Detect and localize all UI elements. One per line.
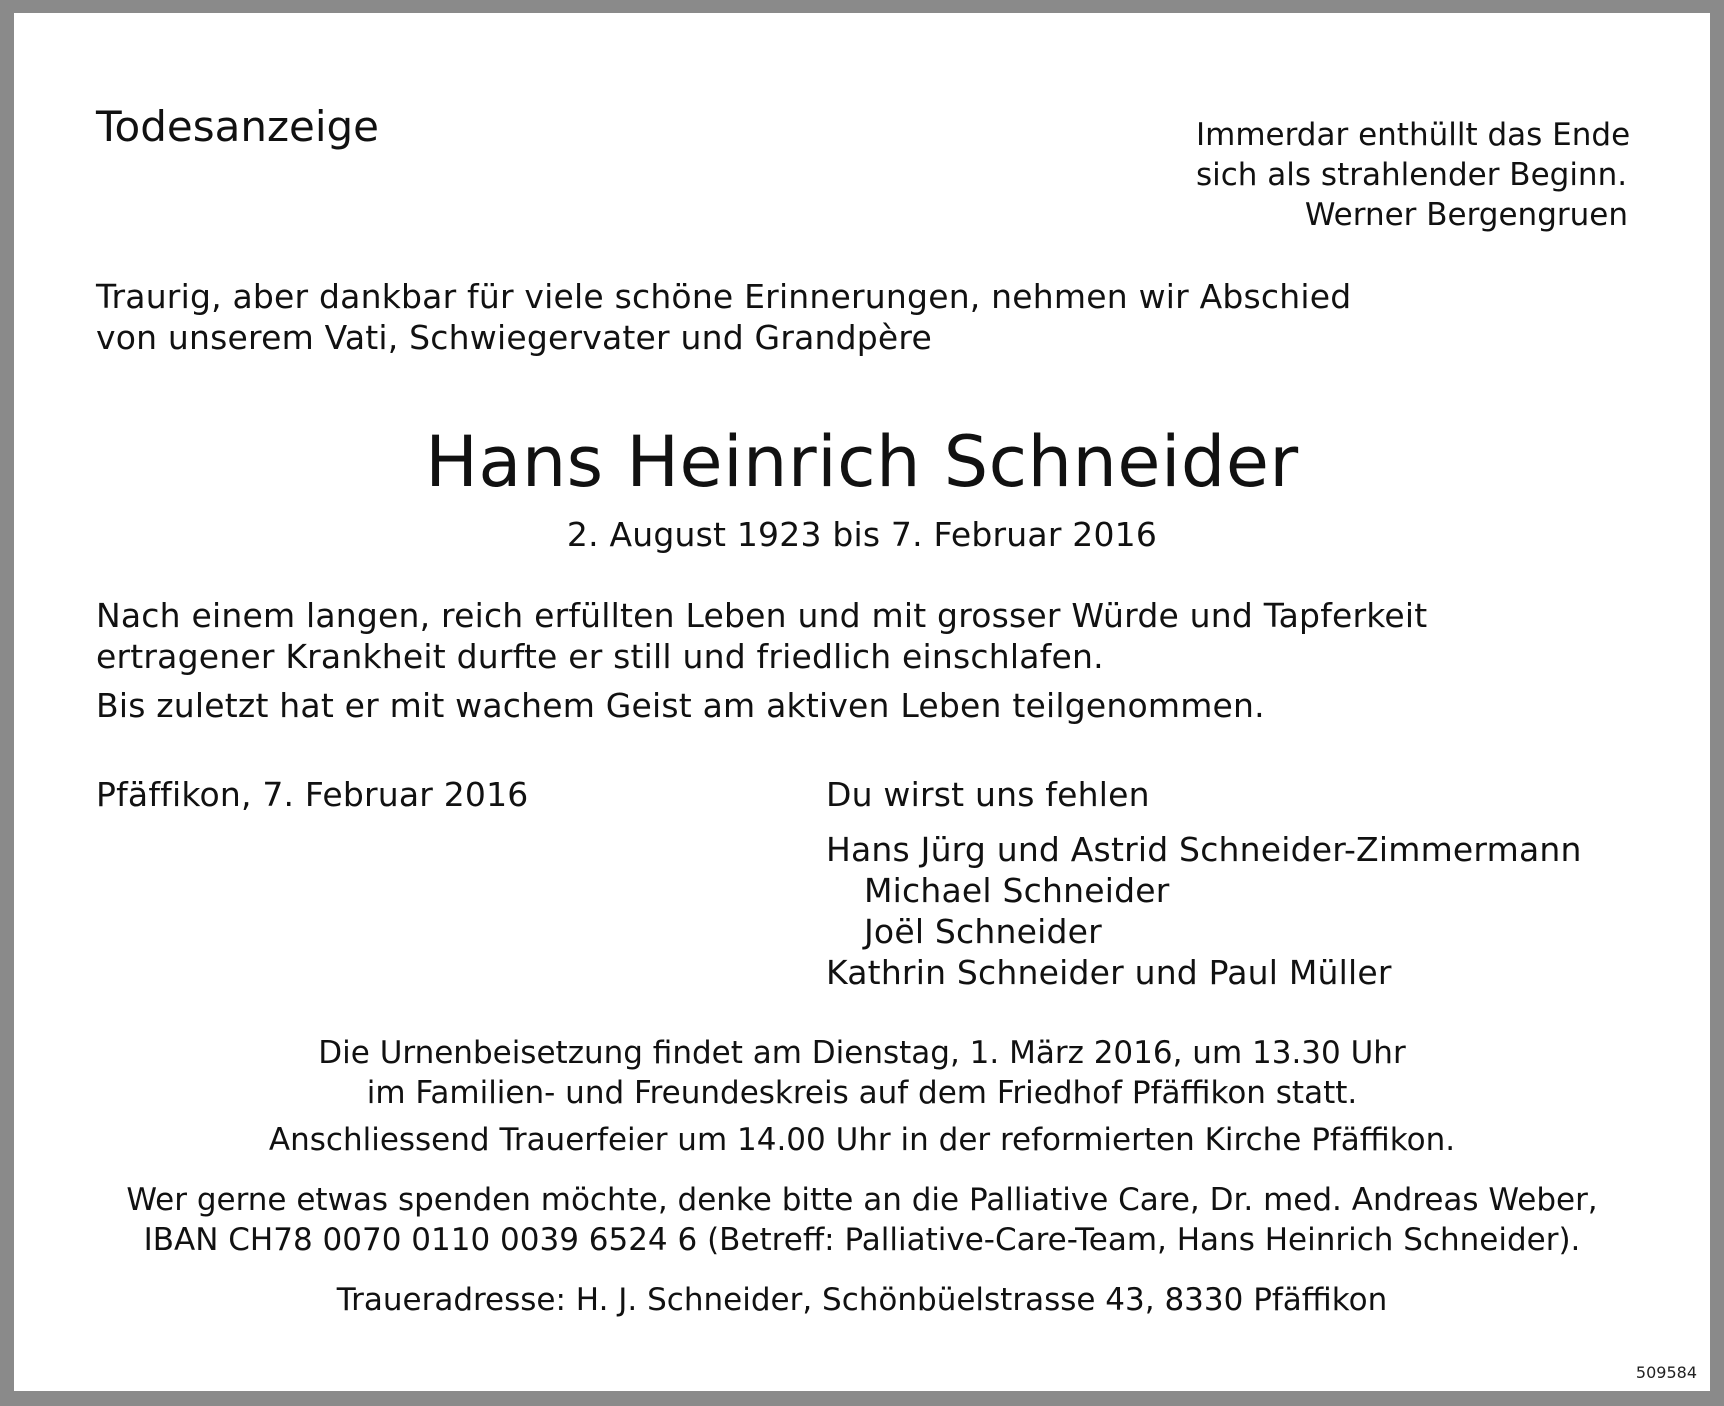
- epigraph-line-1: Immerdar enthüllt das Ende: [1196, 117, 1631, 153]
- place-date: Pfäffikon, 7. Februar 2016: [96, 775, 529, 814]
- ceremony-info: [0, 1033, 1724, 1160]
- life-dates: 2. August 1923 bis 7. Februar 2016: [566, 515, 1158, 554]
- intro-text: [96, 276, 1351, 358]
- donation-line-2: IBAN CH78 0070 0110 0039 6524 6 (Betreff: Palliative-Care-Team, Hans Heinrich Schneider).: [143, 1222, 1581, 1258]
- page-title: Todesanzeige: [96, 102, 380, 151]
- body-text: [96, 595, 1427, 726]
- mourner-name: Kathrin Schneider und Paul Müller: [826, 953, 1392, 992]
- ceremony-line-3: Anschliessend Trauerfeier um 14.00 Uhr in der reformierten Kirche Pfäffikon.: [268, 1122, 1456, 1158]
- mourning-address: Traueradresse: H. J. Schneider, Schönbüelstrasse 43, 8330 Pfäffikon: [336, 1282, 1388, 1318]
- donation-line-1: Wer gerne etwas spenden möchte, denke bitte an die Palliative Care, Dr. med. Andreas Weber,: [126, 1182, 1598, 1218]
- intro-line-1: Traurig, aber dankbar für viele schöne Erinnerungen, nehmen wir Abschied: [96, 277, 1352, 316]
- epigraph-line-2: sich als strahlender Beginn.: [1196, 157, 1628, 193]
- epigraph: [1196, 115, 1630, 235]
- ceremony-line-1: Die Urnenbeisetzung findet am Dienstag, 1. März 2016, um 13.30 Uhr: [318, 1035, 1406, 1071]
- body-line-3: Bis zuletzt hat er mit wachem Geist am aktiven Leben teilgenommen.: [96, 686, 1265, 725]
- ad-number: 509584: [1635, 1363, 1697, 1382]
- mourner-name: Michael Schneider: [864, 871, 1170, 910]
- deceased-name: Hans Heinrich Schneider: [425, 421, 1299, 503]
- donation-info: [0, 1180, 1724, 1260]
- mourner-name: Joël Schneider: [864, 912, 1102, 951]
- intro-line-2: von unserem Vati, Schwiegervater und Grandpère: [96, 318, 932, 357]
- mourners-intro: Du wirst uns fehlen: [826, 775, 1150, 814]
- mourners: [826, 774, 1582, 993]
- epigraph-author: Werner Bergengruen: [1304, 197, 1628, 233]
- body-line-1: Nach einem langen, reich erfüllten Leben und mit grosser Würde und Tapferkeit: [96, 596, 1428, 635]
- mourner-name: Hans Jürg und Astrid Schneider-Zimmermann: [826, 830, 1582, 869]
- body-line-2: ertragener Krankheit durfte er still und friedlich einschlafen.: [96, 637, 1104, 676]
- ceremony-line-2: im Familien- und Freundeskreis auf dem Friedhof Pfäffikon statt.: [366, 1075, 1358, 1111]
